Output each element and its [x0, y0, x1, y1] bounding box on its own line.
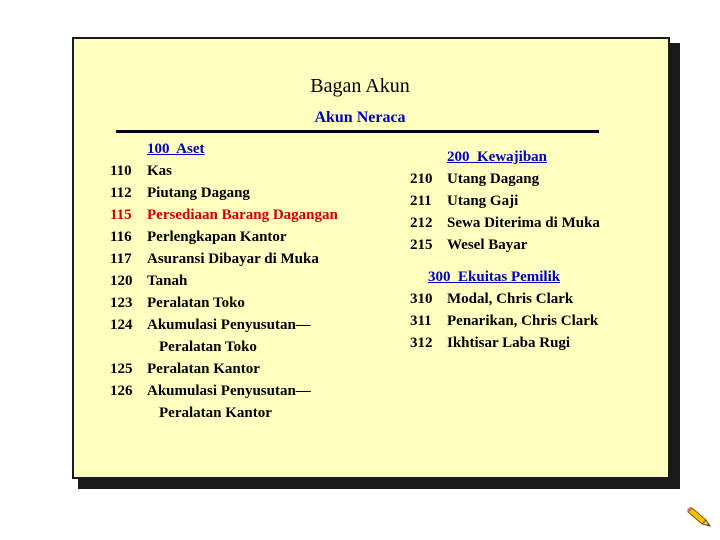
asset-column	[110, 138, 338, 424]
list-item	[410, 212, 600, 234]
account-number: 123	[110, 295, 133, 311]
page-title: Bagan Akun	[310, 75, 410, 97]
liability-heading-row	[410, 146, 600, 168]
account-number: 125	[110, 361, 133, 377]
account-number: 116	[110, 229, 132, 245]
list-item-continuation	[110, 336, 338, 358]
account-label-continuation: Peralatan Toko	[159, 339, 257, 355]
account-number: 112	[110, 185, 132, 201]
list-item	[110, 226, 338, 248]
account-label: Wesel Bayar	[447, 237, 528, 253]
list-item	[110, 380, 338, 402]
account-label: Asuransi Dibayar di Muka	[147, 251, 319, 267]
list-item	[110, 248, 338, 270]
account-label: Peralatan Toko	[147, 295, 245, 311]
account-label: Persediaan Barang Dagangan	[147, 207, 338, 223]
list-item	[110, 182, 338, 204]
account-number: 120	[110, 273, 133, 289]
list-item	[410, 234, 600, 256]
list-item	[410, 168, 600, 190]
asset-heading-row	[110, 138, 338, 160]
account-label: Akumulasi Penyusutan—	[147, 383, 311, 399]
account-label: Kas	[147, 163, 173, 179]
liability-heading: 200 Kewajiban	[447, 149, 548, 165]
account-number: 210	[410, 171, 433, 187]
account-number: 117	[110, 251, 132, 267]
account-number: 310	[410, 291, 433, 307]
section-subtitle: Akun Neraca	[314, 109, 406, 126]
list-item	[110, 314, 338, 336]
account-label: Modal, Chris Clark	[447, 291, 574, 307]
account-label: Akumulasi Penyusutan—	[147, 317, 311, 333]
liability-equity-column	[410, 146, 600, 354]
account-label: Piutang Dagang	[147, 185, 250, 201]
divider-rule	[116, 130, 599, 133]
equity-heading-row	[410, 266, 600, 288]
list-item	[410, 310, 600, 332]
account-label: Perlengkapan Kantor	[147, 229, 287, 245]
list-item	[110, 292, 338, 314]
account-label: Utang Dagang	[447, 171, 540, 187]
account-number: 110	[110, 163, 132, 179]
list-item-continuation	[110, 402, 338, 424]
account-label: Sewa Diterima di Muka	[447, 215, 600, 231]
asset-heading: 100 Aset	[147, 141, 205, 157]
equity-heading: 300 Ekuitas Pemilik	[428, 269, 561, 285]
account-number: 124	[110, 317, 133, 333]
account-label: Tanah	[147, 273, 188, 289]
account-number: 126	[110, 383, 133, 399]
account-label-continuation: Peralatan Kantor	[159, 405, 272, 421]
pencil-icon	[686, 506, 712, 533]
account-number: 211	[410, 193, 432, 209]
account-label: Peralatan Kantor	[147, 361, 260, 377]
list-item	[110, 270, 338, 292]
account-number: 311	[410, 313, 432, 329]
account-label: Penarikan, Chris Clark	[447, 313, 599, 329]
account-number: 212	[410, 215, 433, 231]
list-item	[410, 190, 600, 212]
account-number: 215	[410, 237, 433, 253]
list-item	[410, 332, 600, 354]
list-item	[110, 160, 338, 182]
account-label: Ikhtisar Laba Rugi	[447, 335, 571, 351]
list-item-highlighted	[110, 204, 338, 226]
list-item	[110, 358, 338, 380]
account-label: Utang Gaji	[447, 193, 519, 209]
account-number: 312	[410, 335, 433, 351]
list-item	[410, 288, 600, 310]
account-number: 115	[110, 207, 132, 223]
